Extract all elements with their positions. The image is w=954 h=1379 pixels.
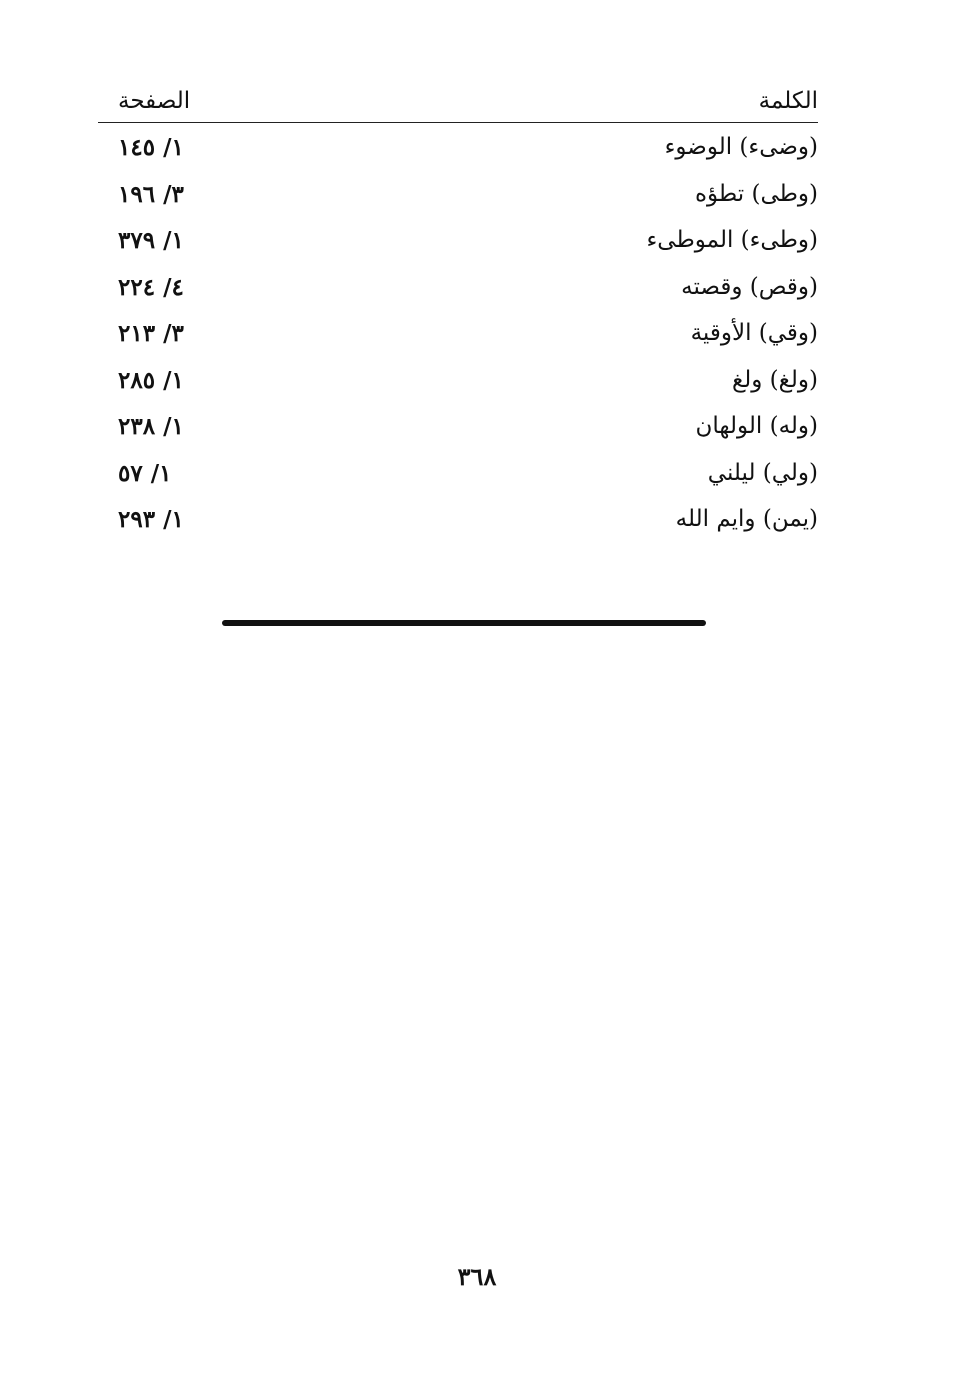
entry-word: (وضىء) الوضوء [664, 134, 818, 160]
entry-page-ref: ٤/ ٢٢٤ [118, 273, 184, 301]
entry-page-ref: ١/ ٣٧٩ [118, 227, 184, 254]
entry-word: (وقص) وقصته [681, 273, 818, 300]
page-number: ٣٦٨ [457, 1262, 497, 1291]
entry-list [98, 123, 818, 542]
table-row [98, 216, 818, 263]
table-row [98, 170, 818, 217]
table-row [98, 402, 818, 449]
entry-word: (وله) الولهان [695, 413, 818, 439]
table-row [98, 309, 818, 356]
table-row [98, 449, 818, 496]
section-end-divider [222, 620, 706, 626]
entry-page-ref: ١/ ١٤٥ [118, 134, 184, 161]
entry-page-ref: ١/ ٢٨٥ [118, 366, 184, 394]
word-index-table [98, 82, 818, 542]
entry-word: (ولي) ليلني [707, 459, 818, 486]
entry-word: (يمن) وايم الله [675, 506, 818, 532]
entry-page-ref: ٣/ ١٩٦ [118, 180, 184, 208]
table-row [98, 495, 818, 542]
entry-word: (وطىء) الموطىء [646, 227, 818, 253]
entry-page-ref: ٣/ ٢١٣ [118, 320, 184, 347]
table-row [98, 123, 818, 170]
entry-page-ref: ١/ ٢٩٣ [118, 506, 184, 533]
table-header [98, 82, 818, 123]
entry-page-ref: ١/ ٢٣٨ [118, 413, 184, 440]
entry-page-ref: ١/ ٥٧ [118, 459, 172, 487]
table-row [98, 263, 818, 310]
table-row [98, 356, 818, 403]
entry-word: (وقي) الأوقية [690, 320, 818, 346]
entry-word: (وطى) تطؤه [694, 180, 818, 207]
entry-word: (ولغ) ولغ [732, 366, 818, 393]
word-column-header: الكلمة [758, 88, 818, 114]
page-column-header: الصفحة [118, 88, 191, 114]
